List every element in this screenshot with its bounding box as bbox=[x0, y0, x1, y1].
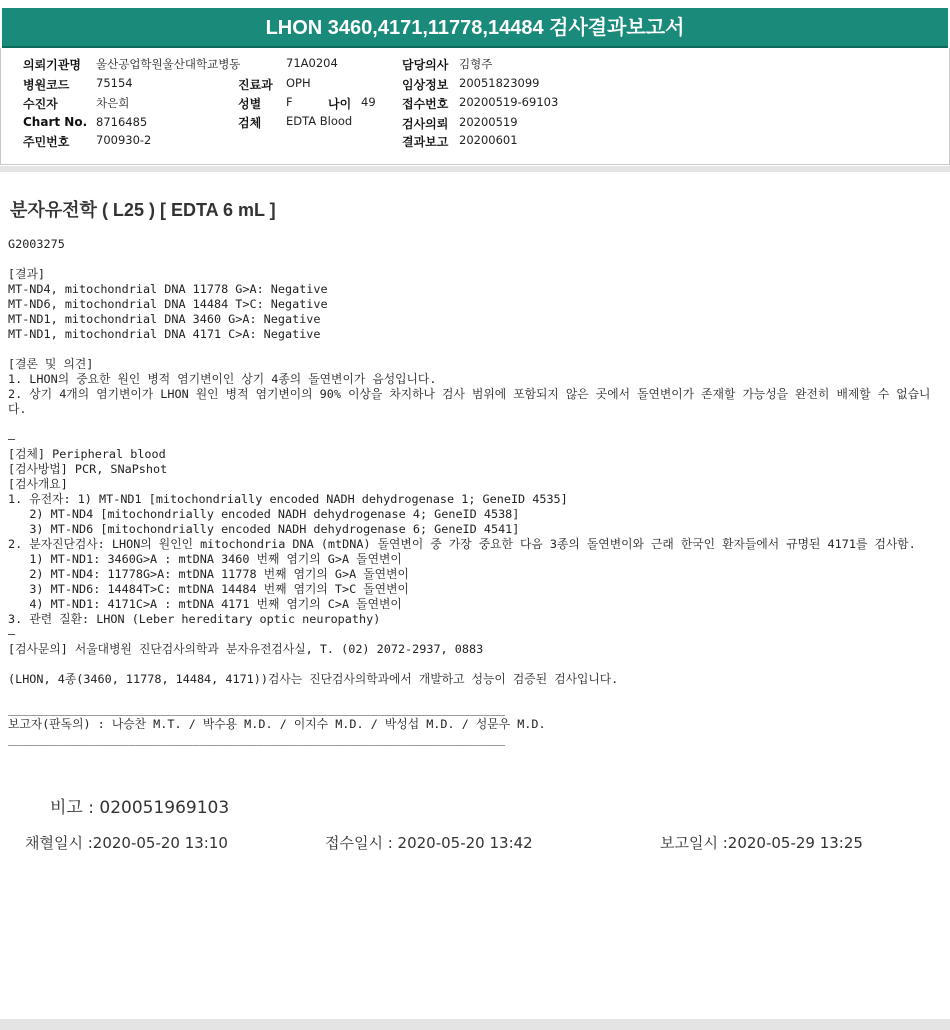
dept-value: OPH bbox=[286, 76, 311, 90]
report-body: G2003275 [결과] MT-ND4, mitochondrial DNA 11778 G>A: Negative MT-ND6, mitochondrial DNA 14484 T>C: Negative MT-ND1, mitochondrial DNA 3460 G>A: Negative MT-ND1, mitochondrial DNA 4171 C>A: Negative [결론 및 의견] 1. LHON의 중요한 원인 병적 염기변이인 상기 4종의 돌연변이가 음성입니다. 2. 상기 4개의 염기변이가 LHON 원인 병적 염기변이의 90% 이상을 차지하나 검사 범위에 포함되지 않은 곳에서 돌연변이가 존재할 가능성을 완전히 배제할 수 없습니다. — [검체] Peripheral blood [검사방법] PCR, SNaPshot [검사개요] 1. 유전자: 1) MT-ND1 [mitochondrially encoded NADH dehydrogenase 1; GeneID 4535] 2) MT-ND4 [mitochondrially encoded NADH dehydrogenase 4; GeneID 4538] 3) MT-ND6 [mitochondrially encoded NADH dehydrogenase 6; GeneID 4541] 2. 분자진단검사: LHON의 원인인 mitochondria DNA (mtDNA) 돌연변이 중 가장 중요한 다음 3종의 돌연변이와 근래 한국인 환자들에서 규명된 4171를 검사함. 1) MT-ND1: 3460G>A : mtDNA 3460 번째 염기의 G>A 돌연변이 2) MT-ND4: 11778G>A: mtDNA 11778 번째 염기의 G>A 돌연변이 3) MT-ND6: 14484T>C: mtDNA 14484 번째 염기의 T>C 돌연변이 4) MT-ND1: 4171C>A : mtDNA 4171 번째 염기의 C>A 돌연변이 3. 관련 질환: LHON (Leber hereditary optic neuropathy) — [검사문의] 서울대병원 진단검사의학과 분자유전검사실, T. (02) 2072-2937, 0883 (LHON, 4종(3460, 11778, 14484, 4171))검사는 진단검사의학과에서 개발하고 성능이 검증된 검사입니다. ______________________________________________________________________ 보고자(판독의) : 나승찬 M.T. / 박수용 M.D. / 이지수 M.D. / 박성섭 M.D. / 성문우 M.D. ______________________________________________________________________ bbox=[8, 237, 931, 746]
specimen-value: EDTA Blood bbox=[286, 114, 353, 128]
rrn-value: 700930-2 bbox=[96, 133, 152, 147]
receipt-value: 20200519-69103 bbox=[459, 95, 559, 109]
report-date-value: 20200601 bbox=[459, 133, 518, 147]
received-datetime: 접수일시 : 2020-05-20 13:42 bbox=[325, 834, 533, 852]
remarks: 비고 : 020051969103 bbox=[50, 798, 230, 818]
collector-label: 수진자 bbox=[23, 97, 58, 111]
sex-value: F bbox=[286, 95, 293, 109]
receipt-label: 접수번호 bbox=[402, 97, 449, 111]
clinical-value: 20051823099 bbox=[459, 76, 540, 90]
age-label: 나이 bbox=[328, 97, 352, 111]
request-value: 20200519 bbox=[459, 115, 518, 129]
section-title: 분자유전학 ( L25 ) [ EDTA 6 mL ] bbox=[10, 200, 276, 220]
section-divider bbox=[0, 166, 950, 172]
sex-label: 성별 bbox=[238, 97, 262, 111]
age-value: 49 bbox=[361, 95, 376, 109]
request-label: 검사의뢰 bbox=[402, 117, 449, 131]
specimen-label: 검체 bbox=[238, 116, 262, 130]
reported-datetime: 보고일시 :2020-05-29 13:25 bbox=[660, 834, 863, 852]
doctor-value: 김형주 bbox=[459, 57, 493, 71]
hospital-code-value: 75154 bbox=[96, 76, 133, 90]
dept-label: 진료과 bbox=[238, 78, 273, 92]
report-title: LHON 3460,4171,11778,14484 검사결과보고서 bbox=[2, 8, 948, 48]
hospital-code-label: 병원코드 bbox=[23, 78, 70, 92]
doctor-label: 담당의사 bbox=[402, 58, 449, 72]
collected-datetime: 채혈일시 :2020-05-20 13:10 bbox=[25, 834, 228, 852]
patient-info-panel bbox=[0, 48, 950, 165]
bottom-divider bbox=[0, 1019, 950, 1030]
report-date-label: 결과보고 bbox=[402, 135, 449, 149]
chart-label: Chart No. bbox=[23, 115, 88, 129]
ward-value: 71A0204 bbox=[286, 56, 338, 70]
institution-value: 울산공업학원울산대학교병동 bbox=[96, 57, 241, 71]
chart-value: 8716485 bbox=[96, 115, 148, 129]
clinical-label: 임상정보 bbox=[402, 78, 449, 92]
collector-value: 차은희 bbox=[96, 96, 130, 110]
rrn-label: 주민번호 bbox=[23, 135, 70, 149]
institution-label: 의뢰기관명 bbox=[23, 58, 81, 72]
